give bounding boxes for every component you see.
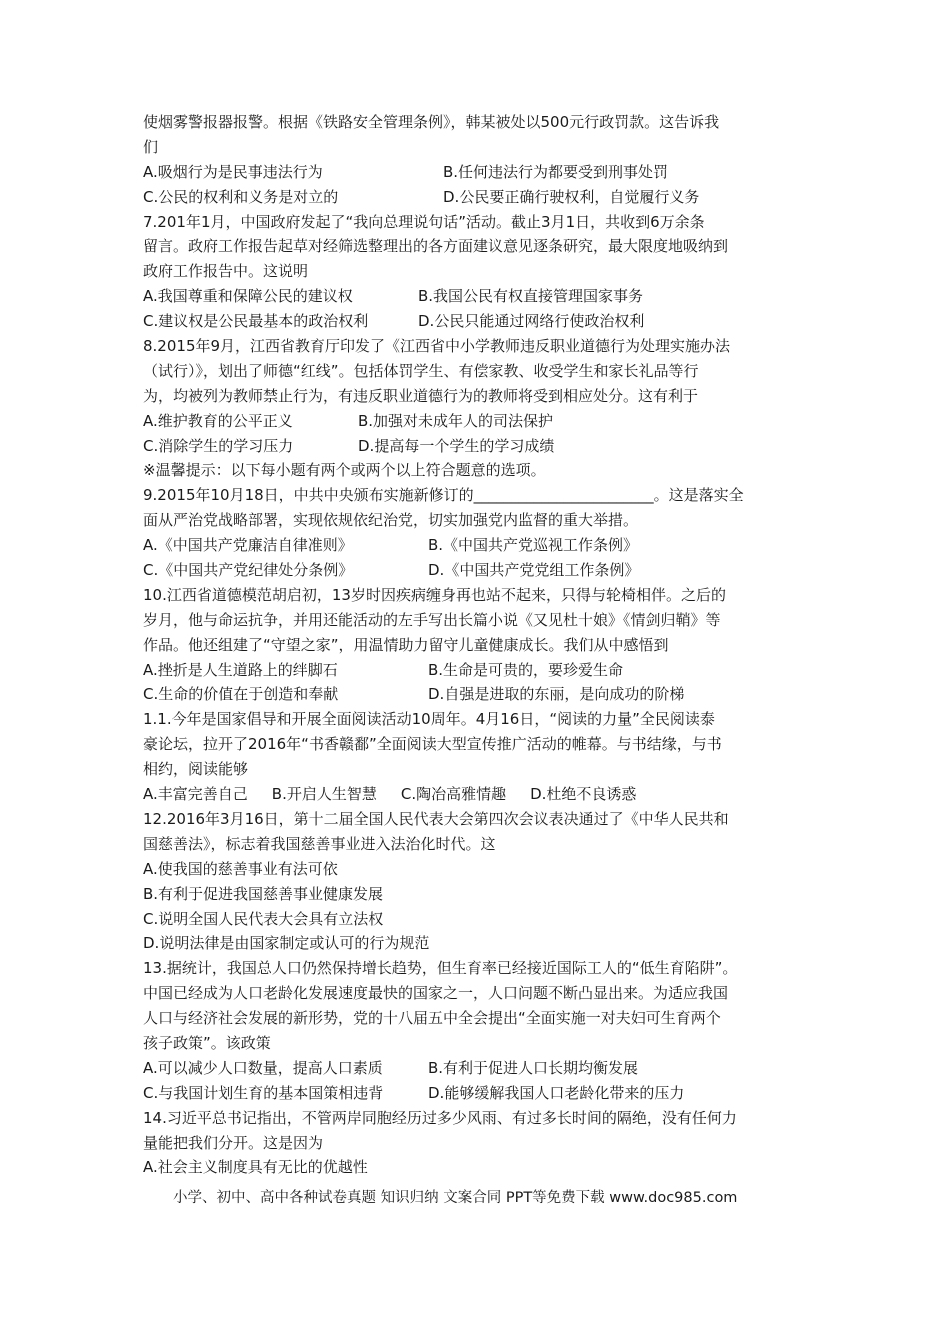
q14-stem-line: 量能把我们分开。这是因为 <box>143 1133 324 1152</box>
q8-stem-line: （试行）》，划出了师德“红线”。包括体罚学生、有偿家教、收受学生和家长礼品等行 <box>143 361 699 380</box>
q6-options-row <box>143 160 823 185</box>
q9-blank: ________________________ <box>473 486 654 505</box>
option-b: B.我国公民有权直接管理国家事务 <box>418 287 644 306</box>
q11-stem-line: 1.1.今年是国家倡导和开展全面阅读活动10周年。4月16日，“阅读的力量”全民阅读泰 <box>143 710 715 729</box>
option-a: A.吸烟行为是民事违法行为 <box>143 162 323 181</box>
option-c: C.说明全国人民代表大会具有立法权 <box>143 909 384 928</box>
q10-stem-line: 10.江西省道德模范胡启初，13岁时因疾病缠身再也站不起来，只得与轮椅相伴。之后的 <box>143 585 726 604</box>
exam-page <box>143 110 823 1180</box>
option-b: B.有利于促进我国慈善事业健康发展 <box>143 884 384 903</box>
q13-stem-line: 中国已经成为人口老龄化发展速度最快的国家之一，人口问题不断凸显出来。为适应我国 <box>143 984 729 1003</box>
option-a: A.丰富完善自己 <box>143 785 248 804</box>
q6-stem-line: 们 <box>143 137 159 156</box>
option-d: D.能够缓解我国人口老龄化带来的压力 <box>428 1083 685 1102</box>
option-c: C.与我国计划生育的基本国策相违背 <box>143 1083 384 1102</box>
q6-stem-line: 使烟雾警报器报警。根据《铁路安全管理条例》，韩某被处以500元行政罚款。这告诉我 <box>143 113 720 131</box>
q9-options-row <box>143 533 823 558</box>
q10-options-row <box>143 682 823 707</box>
footer-text: 小学、初中、高中各种试卷真题 知识归纳 文案合同 PPT等免费下载 www.doc985.com <box>173 1190 738 1206</box>
option-a: A.挫折是人生道路上的绊脚石 <box>143 660 338 679</box>
q7-stem-line: 7.201年1月，中国政府发起了“我向总理说句话”活动。截止3月1日，共收到6万余条 <box>143 212 705 231</box>
q8-stem-line: 8.2015年9月，江西省教育厅印发了《江西省中小学教师违反职业道德行为处理实施办法 <box>143 337 731 356</box>
q13-options-row <box>143 1056 823 1081</box>
q8-options-row <box>143 434 823 459</box>
q9-options-row <box>143 558 823 583</box>
q10-options-row <box>143 658 823 683</box>
q12-stem-line: 国慈善法》，标志着我国慈善事业进入法治化时代。这 <box>143 834 496 853</box>
option-c: C.生命的价值在于创造和奉献 <box>143 685 339 704</box>
option-d: D.提高每一个学生的学习成绩 <box>358 436 555 455</box>
option-d: D.说明法律是由国家制定或认可的行为规范 <box>143 934 430 953</box>
option-b: B.有利于促进人口长期均衡发展 <box>428 1058 639 1077</box>
q13-stem-line: 13.据统计，我国总人口仍然保持增长趋势，但生育率已经接近国际工人的“低生育陷阱”。 <box>143 959 738 978</box>
q13-options-row <box>143 1081 823 1106</box>
q10-stem-line: 作品。他还组建了“守望之家”，用温情助力留守儿童健康成长。我们从中感悟到 <box>143 635 669 654</box>
option-d: D.自强是进取的东丽，是向成功的阶梯 <box>428 685 685 704</box>
q13-stem-line: 孩子政策”。该政策 <box>143 1033 271 1052</box>
option-b: B.生命是可贵的，要珍爱生命 <box>428 660 624 679</box>
q9-stem-line: 面从严治党战略部署，实现依规依纪治党，切实加强党内监督的重大举措。 <box>143 511 639 530</box>
q11-options-row <box>143 782 823 807</box>
q12-stem-line: 12.2016年3月16日，第十二届全国人民代表大会第四次会议表决通过了《中华人民共和 <box>143 809 729 828</box>
q7-stem-line: 留言。政府工作报告起草对经筛选整理出的各方面建议意见逐条研究，最大限度地吸纳到 <box>143 237 729 256</box>
q7-options-row <box>143 309 823 334</box>
option-c: C.《中国共产党纪律处分条例》 <box>143 561 354 580</box>
q11-stem-line: 相约，阅读能够 <box>143 760 249 779</box>
option-a: A.社会主义制度具有无比的优越性 <box>143 1158 368 1177</box>
option-a: A.维护教育的公平正义 <box>143 411 293 430</box>
option-c: C.公民的权利和义务是对立的 <box>143 187 339 206</box>
q9-stem-line <box>143 483 823 508</box>
option-b: B.《中国共产党巡视工作条例》 <box>428 536 639 555</box>
option-a: A.《中国共产党廉洁自律准则》 <box>143 536 353 555</box>
option-d: D.《中国共产党党组工作条例》 <box>428 561 640 580</box>
q9-suffix: 。这是落实全 <box>653 486 744 505</box>
option-b: B.加强对未成年人的司法保护 <box>358 411 554 430</box>
q7-stem-line: 政府工作报告中。这说明 <box>143 262 309 281</box>
q8-options-row <box>143 409 823 434</box>
q10-stem-line: 岁月，他与命运抗争，并用还能活动的左手写出长篇小说《又见杜十娘》《情剑归鞘》等 <box>143 610 721 629</box>
option-d: D.公民要正确行驶权利，自觉履行义务 <box>443 187 700 206</box>
option-c: C.建议权是公民最基本的政治权利 <box>143 312 369 331</box>
q9-prefix: 9.2015年10月18日，中共中央颁布实施新修订的 <box>143 486 474 505</box>
option-a: A.我国尊重和保障公民的建议权 <box>143 287 353 306</box>
option-a: A.使我国的慈善事业有法可依 <box>143 859 338 878</box>
option-b: B.开启人生智慧 <box>271 785 377 804</box>
option-a: A.可以减少人口数量，提高人口素质 <box>143 1058 383 1077</box>
option-d: D.杜绝不良诱惑 <box>530 785 637 804</box>
option-c: C.陶冶高雅情趣 <box>400 785 507 804</box>
q6-options-row <box>143 185 823 210</box>
option-b: B.任何违法行为都要受到刑事处罚 <box>443 162 669 181</box>
tip-note: ※温馨提示：以下每小题有两个或两个以上符合题意的选项。 <box>143 461 546 480</box>
q11-stem-line: 豪论坛，拉开了2016年“书香赣鄱”全面阅读大型宣传推广活动的帷幕。与书结缘，与书 <box>143 735 722 754</box>
q14-stem-line: 14.习近平总书记指出，不管两岸同胞经历过多少风雨、有过多长时间的隔绝，没有任何力 <box>143 1108 737 1127</box>
q8-stem-line: 为，均被列为教师禁止行为，有违反职业道德行为的教师将受到相应处分。这有利于 <box>143 386 699 405</box>
q7-options-row <box>143 284 823 309</box>
q13-stem-line: 人口与经济社会发展的新形势，党的十八届五中全会提出“全面实施一对夫妇可生育两个 <box>143 1009 721 1028</box>
option-d: D.公民只能通过网络行使政治权利 <box>418 312 645 331</box>
option-c: C.消除学生的学习压力 <box>143 436 294 455</box>
